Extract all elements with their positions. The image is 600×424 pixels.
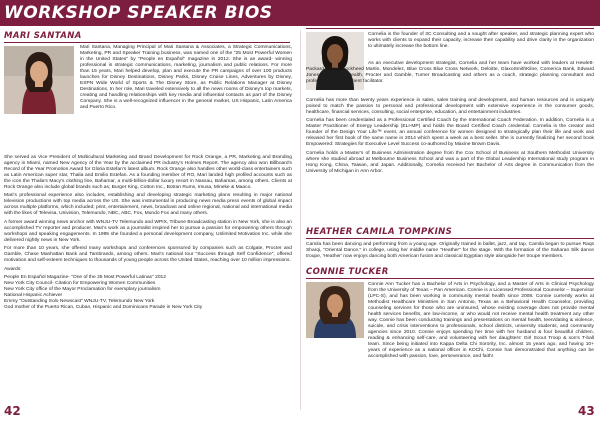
bio-paragraph: Mari Santana, Managing Principal of Mari Santana & Associates, a Strategic Communications, Marketing, PR and Speaker Training business, was named one of the "25 Most Powerful Women in the United States" by "People en Español" magazine in 2012. She is an award- winning professional in strategic communications, marketing, journalism and public relations. For more than 15 years, Mari helped develop, plan and execute the PR campaigns of over 100 products launches for Disney Destinations, Disney Parks, Disney Cruise Lines, Adventures by Disney, ESPN Wide World of Sports & The Disney Store, as Public Relations Manager at Disney Destinations. In her role, Mari traveled extensively to all the news rooms of Disney's top markets, creating and handling relationships with key media and influential contacts as part of the Disney Company. She is a well-recognized influencer in the general market, US Hispanic, Latin America and Puerto Rico.: [80, 45, 292, 110]
bio-paragraph: Camila has been dancing and performing from a young age. Originally trained in ballet, jazz, and tap, Camila began to pursue Raqs Sharqi, "Oriental Dance," in college, using her middle name "Heather" for the stage. With the formation of the Saharan Silk dance troupe, 'Heather' now enjoys dancing both American fusion and classical Egyptian style alongside her troupe members.: [306, 242, 594, 259]
name-underline: [306, 28, 594, 29]
award-item: New York City office of the Mayor Proclamation for exemplary journalism: [4, 286, 161, 292]
bio-intro-mari-santana: [80, 45, 292, 113]
speaker-name-mari-santana: MARI SANTANA: [4, 31, 82, 41]
header-bar: [0, 0, 600, 26]
portrait-photo-icon: [4, 46, 74, 114]
bio-paragraph: Cornelia holds a Master's of Business Administration degree from the Cox School of Business at Southern Methodist University where she studied abroad at Melbourne Business School and was a part of the Global Leadership International study program in Hong Kong, China, Taiwan, and Japan. Additionally, Cornelia received her Bachelor of Arts degree in Communication from the University of Michigan in Ann Arbor.: [306, 150, 594, 174]
page-number-left: 42: [4, 404, 21, 418]
bio-paragraph: She served as Vice President of Multicultural Marketing and Brand Development for Rock Orange, a PR, Marketing and Branding agency in Miami, named New Agency of the Year by the acclaimed PR industry's Holmes Report. The agency also won Billboard's Record of the Year Promotion Award for Gloria Estefan's latest album. Rock Orange also handles other world-class entertainers such as Latin American super star, Thalia and Emilio Estefan. As a founding member of RO, Mari landed high profiled accounts such as the icon the Thalia's Macy's clothing line, Bahamar, a multi-billion-dollar luxury resort in Nassau, Bahamas, among others. Clients at Rock Orange also include global brands such as; Burger King, Cotton Inc., Botran Rums, Imusa, Mineke & Maaco.: [4, 155, 292, 190]
bio-paragraph: Cornelia is the founder of 3C Consulting and a sought after speaker, and strategic planning expert who works with clients to expand their capacity, increase their capability and drive clarity in the organization to ultimately increase the bottom line.: [368, 32, 594, 49]
award-item: National Hispanic Achiever: [4, 292, 63, 298]
awards-heading: Awards:: [4, 266, 22, 272]
speaker-name-cornelia-shipley: CORNELIA SHIPLEY: [306, 17, 404, 27]
speaker-photo-connie-tucker: [306, 282, 364, 338]
page-number-right: 43: [578, 404, 595, 418]
bio-paragraph: Cornelia has more than twenty years experience in sales, sales training and development, and human resources and is uniquely poised to match the passion to personal and professional development with extensive experience in the consumer goods, healthcare, financial services, consulting, social enterprise, education, and entertainment industries.: [306, 98, 594, 115]
bio-body-heather-camila-tompkins: [306, 242, 594, 262]
portrait-photo-icon: [306, 282, 364, 338]
award-item: New York City Council- Citation for Empowering Women Communities: [4, 280, 156, 286]
bio-paragraph: Cornelia has been credentialed as a Professional Certified Coach by the International Coach Federation. In addition, Cornelia is a Master Practitioner of Energy Leadership (ELI-MP) and holds the Board Certified Coach credential. Cornelia is the creator and founder of the Design Your Life™ event, an annual conference for women designed to strategically plan their life and work and released her first book of the same name in 2014 which spent a week as a best seller. She is currently finalizing her second book Empowered: Strategies for Executive Level Success co-authored by Maxine Brown Davis.: [306, 118, 594, 148]
award-item: People En Español Magazine- "One of the 25 Most Powerful Latinas" 2012: [4, 274, 166, 280]
page-title: WORKSHOP SPEAKER BIOS: [4, 3, 273, 23]
bio-paragraph: A former award winning news anchor with WNJU-TV Telemundo and WPIX, Tribune Broadcasting station in New York, she is also an accomplished TV reporter and producer. Mari's work as a journalist inspired her to pursue a passion for empowering others through workshops and speaking engagements. In 1995 she founded a personal development company, Unlimited Motivation Inc. while she delivered nightly news in New York.: [4, 219, 292, 243]
name-underline: [306, 238, 594, 239]
bio-paragraph: Mari's professional experience also includes, establishing and developing strategic marketing plans resulting in major national television productions with top media across the US. She was instrumental in producing news media press events of global impact across multiple platforms, which included; print, entertainment, news, broadcast and online regional, national and international media with the likes of Televisa, Univision, Telemundo, NBC, ABC, Fox, Mundo Fox and many others.: [4, 193, 292, 217]
name-underline: [4, 42, 290, 43]
speaker-photo-mari-santana: [4, 46, 74, 114]
bio-intro-cornelia-shipley: [368, 32, 594, 52]
award-item: God mother of the Puerto Rican, Cuban, Hispanic and Dominicans Parade in New York City: [4, 304, 203, 310]
name-underline: [306, 278, 594, 279]
bio-paragraph: As an executive development strategist, Cornelia and her team have worked with leaders at Hewlett-Packard, Pfizer, Lockheed Martin, Mondelez, Blue Cross Blue Cross Network, Deloitte, GlaxoSmithKline, Comerica Bank, Edward Jones, Ascension Health, Procter and Gamble, Turner Broadcasting and others as a coach, strategic planning consultant and professional development facilitator.: [306, 61, 594, 84]
bio-body-mari-santana: [4, 155, 292, 311]
speaker-name-connie-tucker: CONNIE TUCKER: [306, 267, 389, 277]
bio-paragraph: For more than 10 years, she offered many workshops and conferences sponsored by companies such as Colgate, Procter and Gamble, Chase Manhattan Bank and Tambrands, among others. Mari's national tour "Success through Self Confidence", offered motivation and self-esteem techniques to thousands of young people across the United States, reaching over 10 million impressions.: [4, 246, 292, 264]
speaker-name-heather-camila-tompkins: HEATHER CAMILA TOMPKINS: [306, 227, 453, 237]
column-divider: [300, 30, 301, 410]
bio-body-cornelia-shipley-2: [306, 98, 594, 177]
bio-body-connie-tucker: [368, 282, 594, 362]
award-item: Emmy "Outstanding Solo Newscast" WNJU-TV, Telemundo New York: [4, 298, 155, 304]
awards-list: [4, 275, 292, 311]
bio-paragraph: Connie Ann Tucker has a Bachelor of Arts in Psychology, and a Master of Arts in Clinical Psychology from the University of Texas – Pan American. Connie is a Licensed Professional Counselor – Supervisor (LPC-S), and has been working in community mental health since 2008. Connie currently works at Methodist Healthcare Ministries in San Antonio, Texas as a Behavioral Health Counselor, providing counseling services for those who are uninsured, whose existing coverage does not provide mental health services benefits, are low-income, or who would not receive mental health treatment any other way. Connie has been conducting trainings and presentations on mental health, teen/dating & violence, suicide, and crisis interventions to professionals, school districts, university students, and community agencies since 2010. Connie enjoys spending her time with her husband & four beautiful children, reading & enhancing self-care, and volunteering with her daughters' Girl Scout Troop & son's T-ball team. Since being initiated into Kappa Delta Chi Sorority, Inc. almost 15 years ago, and having 10+ years of experience as a national officer in KDChi, Connie has demonstrated that anything can be accomplished with passion, love, perseverance, and faith!: [368, 282, 594, 359]
bio-body-cornelia-shipley: [306, 61, 594, 87]
